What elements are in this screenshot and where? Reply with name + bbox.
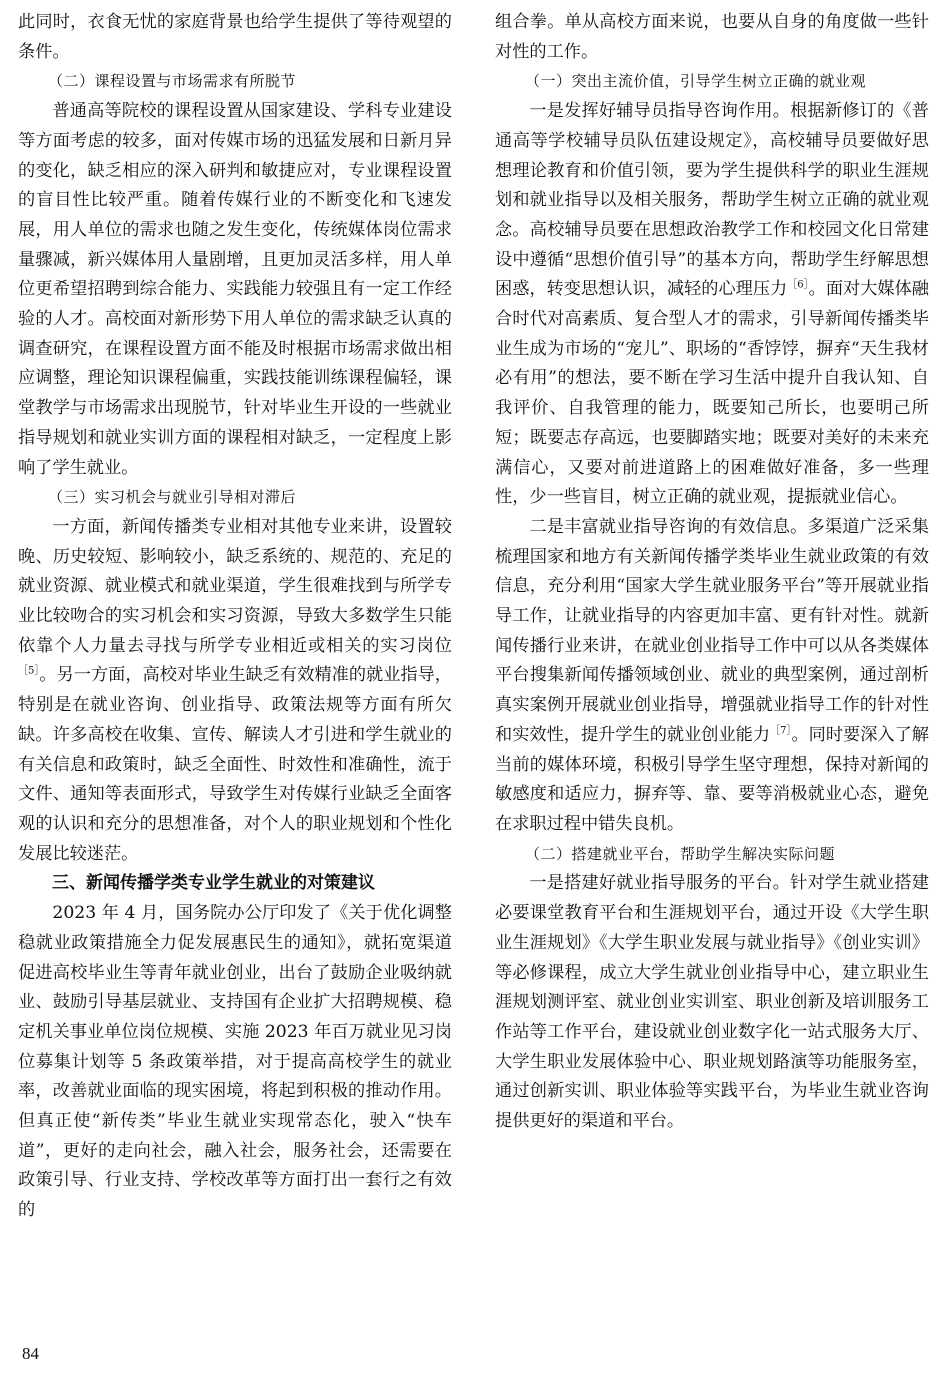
subsection-heading-1: （一）突出主流价值，引导学生树立正确的就业观 — [525, 72, 867, 91]
section-heading-3: 三、新闻传播学类专业学生就业的对策建议 — [52, 873, 375, 894]
citation-6: ［6］ — [787, 279, 809, 291]
paragraph: 组合拳。单从高校方面来说，也要从自身的角度做一些针对性的工作。 — [495, 12, 929, 62]
paragraph — [495, 513, 929, 840]
left-column — [18, 8, 452, 1226]
subsection-heading-2: （二）搭建就业平台，帮助学生解决实际问题 — [525, 844, 836, 863]
text-span: 。同时要深入了解当前的媒体环境，积极引导学生坚守理想，保持对新闻的敏感度和适应力，摒弃等、靠、要等消极就业心态，避免在求职过程中错失良机。 — [495, 724, 929, 834]
citation-5: ［5］ — [18, 665, 40, 677]
paragraph: 一是搭建好就业指导服务的平台。针对学生就业搭建必要课堂教育平台和生涯规划平台，通过开设《大学生职业生涯规划》《大学生职业发展与就业指导》《创业实训》等必修课程，成立大学生就业创业指导中心，建立职业生涯规划测评室、就业创业实训室、职业创新及培训服务工作站等工作平台，建设就业创业数字化一站式服务大厅、大学生职业发展体验中心、职业规划路演等功能服务室，通过创新实训、职业体验等实践平台，为毕业生就业咨询提供更好的渠道和平台。 — [495, 873, 929, 1132]
text-span: 二是丰富就业指导咨询的有效信息。多渠道广泛采集梳理国家和地方有关新闻传播学类毕业生就业政策的有效信息，充分利用“国家大学生就业服务平台”等开展就业指导工作，让就业指导的内容更加丰富、更有针对性。就新闻传播行业来讲，在就业创业指导工作中可以从各类媒体平台搜集新闻传播领域创业、就业的典型案例，通过剖析真实案例开展就业创业指导，增强就业指导工作的针对性和实效性，提升学生的就业创业能力 — [495, 516, 929, 745]
citation-7: ［7］ — [770, 725, 792, 737]
text-span: 一是发挥好辅导员指导咨询作用。根据新修订的《普通高等学校辅导员队伍建设规定》，高校辅导员要做好思想理论教育和价值引领，要为学生提供科学的职业生涯规划和就业指导以及相关服务，帮助学生树立正确的就业观念。高校辅导员要在思想政治教学工作和校园文化日常建设中遵循“思想价值引导”的基本方向，帮助学生纾解思想困惑，转变思想认识，减轻的心理压力 — [495, 101, 929, 300]
text-span: 一方面，新闻传播类专业相对其他专业来讲，设置较晚、历史较短、影响较小，缺乏系统的、规范的、充足的就业资源、就业模式和就业渠道，学生很难找到与所学专业比较吻合的实习机会和实习资源，导致大多数学生只能依靠个人力量去寻找与所学专业相近或相关的实习岗位 — [18, 516, 452, 656]
paragraph — [18, 513, 452, 869]
page-number: 84 — [22, 1344, 39, 1363]
paragraph: 此同时，衣食无忧的家庭背景也给学生提供了等待观望的条件。 — [18, 12, 452, 62]
paragraph — [495, 97, 929, 513]
paragraph: 普通高等院校的课程设置从国家建设、学科专业建设等方面考虑的较多，面对传媒市场的迅猛发展和日新月异的变化，缺乏相应的深入研判和敏捷应对，专业课程设置的盲目性比较严重。随着传媒行业的不断变化和飞速发展，用人单位的需求也随之发生变化，传统媒体岗位需求量骤减，新兴媒体用人量剧增，且更加灵活多样，用人单位更希望招聘到综合能力、实践能力较强且有一定工作经验的人才。高校面对新形势下用人单位的需求缺乏认真的调查研究，在课程设置方面不能及时根据市场需求做出相应调整，理论知识课程偏重，实践技能训练课程偏轻，课堂教学与市场需求出现脱节，针对毕业生开设的一些就业指导规划和就业实训方面的课程相对缺乏，一定程度上影响了学生就业。 — [18, 101, 452, 478]
text-span: 。面对大媒体融合时代对高素质、复合型人才的需求，引导新闻传播类毕业生成为市场的“宠儿”、职场的“香饽饽，摒弃“天生我材必有用”的想法，要不断在学习生活中提升自我认知、自我评价、自我管理的能力，既要知己所长，也要明己所短；既要志存高远，也要脚踏实地；既要对美好的未来充满信心，又要对前进道路上的困难做好准备，多一些理性，少一些盲目，树立正确的就业观，提振就业信心。 — [495, 279, 929, 508]
subsection-heading-3: （三）实习机会与就业引导相对滞后 — [48, 488, 297, 507]
subsection-heading-2: （二）课程设置与市场需求有所脱节 — [48, 72, 297, 91]
text-span: 。另一方面，高校对毕业生缺乏有效精准的就业指导，特别是在就业咨询、创业指导、政策法规等方面有所欠缺。许多高校在收集、宣传、解读人才引进和学生就业的有关信息和政策时，缺乏全面性、时效性和准确性，流于文件、通知等表面形式，导致学生对传媒行业缺乏全面客观的认识和充分的思想准备，对个人的职业规划和个性化发展比较迷茫。 — [18, 665, 452, 864]
right-column — [495, 8, 929, 1137]
paragraph: 2023 年 4 月，国务院办公厅印发了《关于优化调整稳就业政策措施全力促发展惠民生的通知》，就拓宽渠道促进高校毕业生等青年就业创业，出台了鼓励企业吸纳就业、鼓励引导基层就业、支持国有企业扩大招聘规模、稳定机关事业单位岗位规模、实施 2023 年百万就业见习岗位募集计划等 5 条政策举措，对于提高高校学生的就业率，改善就业面临的现实困境，将起到积极的推动作用。但真正使“新传类”毕业生就业实现常态化，驶入“快车道”，更好的走向社会，融入社会，服务社会，还需要在政策引导、行业支持、学校改革等方面打出一套行之有效的 — [18, 903, 452, 1221]
